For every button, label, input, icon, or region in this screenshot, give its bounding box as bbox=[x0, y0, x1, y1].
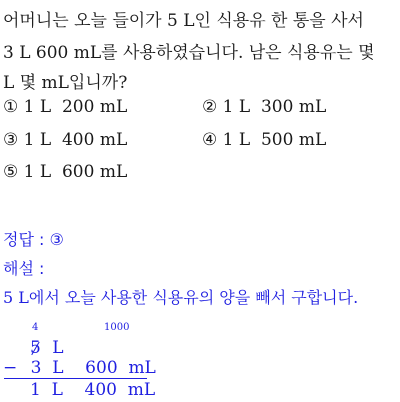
subtrahend-row bbox=[3, 358, 156, 378]
result-row: 1 L 400 mL bbox=[30, 380, 156, 400]
option-2-marker: ② bbox=[202, 97, 218, 117]
subtrahend: 3 L 600 mL bbox=[30, 358, 156, 378]
option-4-marker: ④ bbox=[202, 130, 218, 150]
option-1-text: 1 L 200 mL bbox=[23, 97, 128, 117]
borrow-left: 4 bbox=[32, 322, 39, 333]
option-4 bbox=[202, 130, 326, 150]
explanation-label: 해설 : bbox=[3, 259, 45, 278]
answer-label: 정답 : ③ bbox=[3, 230, 64, 249]
option-3-text: 1 L 400 mL bbox=[23, 130, 128, 150]
option-3-marker: ③ bbox=[3, 130, 19, 150]
option-3 bbox=[3, 130, 127, 150]
question-line-3: L 몇 mL입니까? bbox=[3, 73, 128, 93]
option-1-marker: ① bbox=[3, 97, 19, 117]
question-line-2: 3 L 600 mL를 사용하였습니다. 남은 식용유는 몇 bbox=[3, 43, 375, 63]
explanation-text: 5 L에서 오늘 사용한 식용유의 양을 빼서 구합니다. bbox=[3, 288, 359, 307]
option-5-text: 1 L 600 mL bbox=[23, 162, 128, 182]
option-2-text: 1 L 300 mL bbox=[222, 97, 327, 117]
option-4-text: 1 L 500 mL bbox=[222, 130, 327, 150]
option-5-marker: ⑤ bbox=[3, 162, 19, 182]
subtraction-rule bbox=[4, 378, 147, 379]
question-line-1: 어머니는 오늘 들이가 5 L인 식용유 한 통을 사서 bbox=[3, 11, 364, 31]
option-1 bbox=[3, 97, 127, 117]
minuend-digit: 5 bbox=[30, 338, 41, 358]
minus-sign: − bbox=[3, 358, 18, 378]
option-5 bbox=[3, 162, 127, 182]
option-2 bbox=[202, 97, 326, 117]
minuend-unit: L bbox=[52, 338, 64, 358]
minuend-row bbox=[30, 338, 64, 358]
borrow-right: 1000 bbox=[104, 322, 130, 333]
